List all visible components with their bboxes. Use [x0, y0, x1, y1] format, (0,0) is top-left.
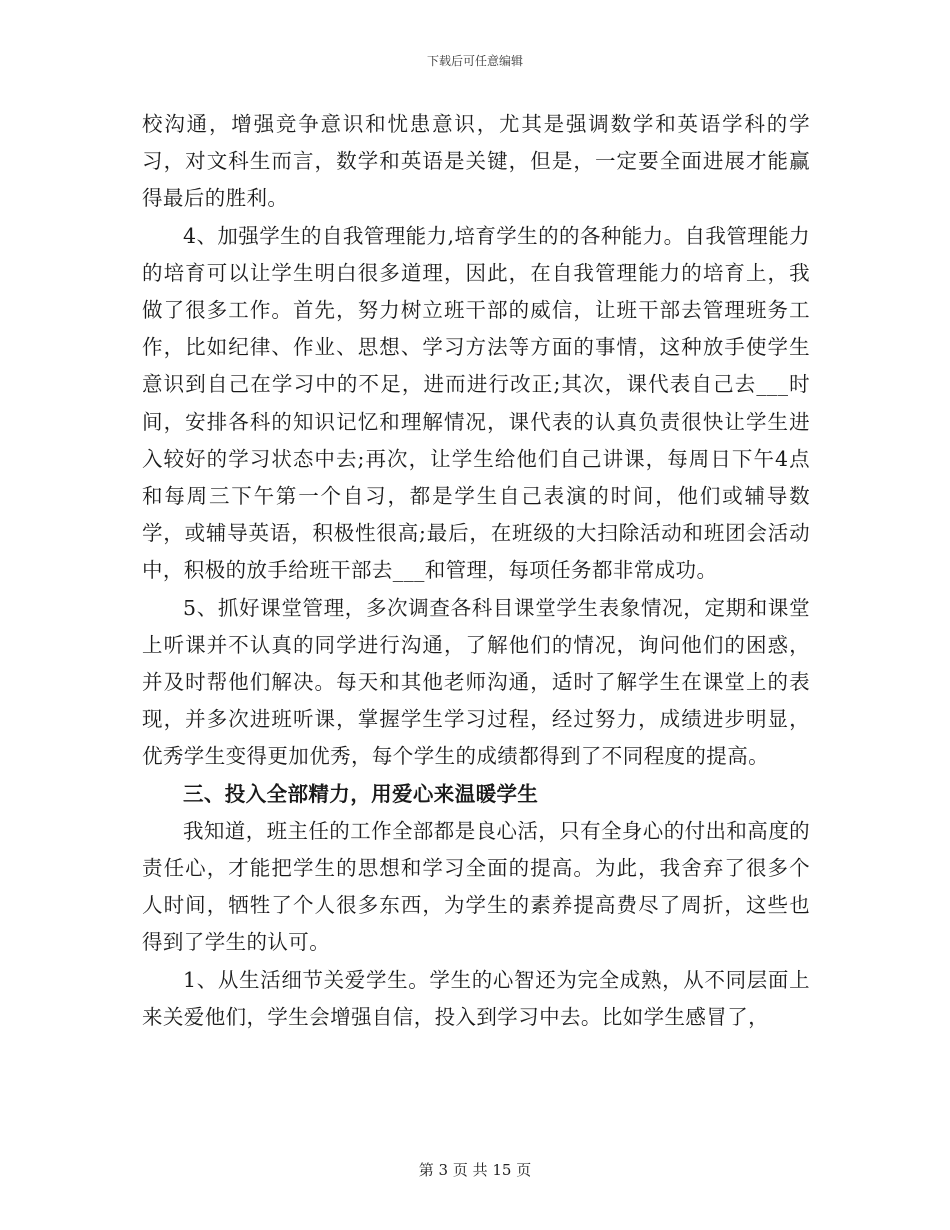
section-heading: 三、投入全部精力，用爱心来温暖学生 [183, 781, 539, 806]
document-body [142, 106, 810, 1036]
paragraph-item-5: 5、抓好课堂管理，多次调查各科目课堂学生表象情况，定期和课堂上听课并不认真的同学进行沟通，了解他们的情况，询问他们的困惑，并及时帮他们解决。每天和其他老师沟通，适时了解学生在课堂上的表现，并多次进班听课，掌握学生学习过程，经过努力，成绩进步明显，优秀学生变得更加优秀，每个学生的成绩都得到了不同程度的提高。 [142, 595, 810, 769]
paragraph-item-4: 4、加强学生的自我管理能力,培育学生的的各种能力。自我管理能力的培育可以让学生明白很多道理，因此，在自我管理能力的培育上，我做了很多工作。首先，努力树立班干部的威信，让班干部去管理班务工作，比如纪律、作业、思想、学习方法等方面的事情，这种放手使学生意识到自己在学习中的不足，进而进行改正;其次，课代表自己去___时间，安排各科的知识记忆和理解情况，课代表的认真负责很快让学生进入较好的学习状态中去;再次，让学生给他们自己讲课，每周日下午4点和每周三下午第一个自习，都是学生自己表演的时间，他们或辅导数学，或辅导英语，积极性很高;最后，在班级的大扫除活动和班团会活动中，积极的放手给班干部去___和管理，每项任务都非常成功。 [142, 223, 810, 583]
paragraph-item-1: 1、从生活细节关爱学生。学生的心智还为完全成熟，从不同层面上来关爱他们，学生会增强自信，投入到学习中去。比如学生感冒了， [142, 967, 810, 1029]
page-footer: 第 3 页 共 15 页 [418, 1161, 532, 1179]
paragraph-continuation: 校沟通，增强竞争意识和忧患意识，尤其是强调数学和英语学科的学习，对文科生而言，数学和英语是关键，但是，一定要全面进展才能赢得最后的胜利。 [142, 112, 810, 211]
page-header: 下载后可任意编辑 [426, 54, 523, 68]
paragraph-section-intro: 我知道，班主任的工作全部都是良心活，只有全身心的付出和高度的责任心，才能把学生的思想和学习全面的提高。为此，我舍弃了很多个人时间，牺牲了个人很多东西，为学生的素养提高费尽了周折，这些也得到了学生的认可。 [142, 818, 810, 955]
